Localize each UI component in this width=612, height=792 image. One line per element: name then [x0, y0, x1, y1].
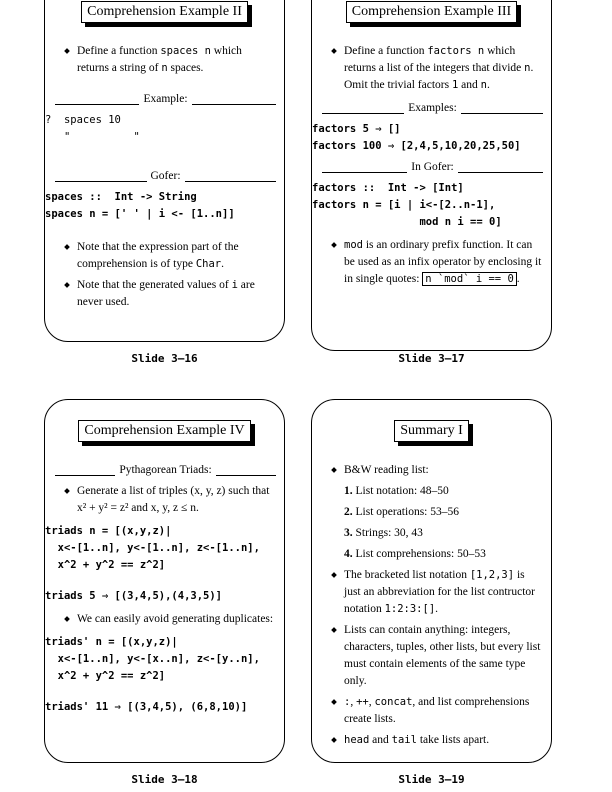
triads-result: triads 5 ⇒ [(3,4,5),(4,3,5)]	[45, 590, 223, 602]
bullet-item: Generate a list of triples (x, y, z) such that x² + y² = z² and x, y, z ≤ n.	[55, 483, 276, 517]
slide-content	[45, 39, 276, 315]
bullet-item: Lists can contain anything: integers, characters, tuples, other lists, but every list must contain elements of the same type only.	[322, 622, 543, 690]
slide-caption: Slide 3–16	[131, 352, 198, 365]
slide-title: Summary I	[394, 420, 469, 442]
section-heading-examples: Examples:	[322, 100, 543, 117]
gofer-code: spaces :: Int -> String spaces n = [' ' | i <- [1..n]]	[45, 191, 235, 220]
bullet-item: Define a function spaces n which returns a string of n spaces.	[55, 43, 276, 77]
examples-code: factors 5 ⇒ [] factors 100 ⇒ [2,4,5,10,20,25,50]	[312, 123, 521, 152]
triads-prime-code: triads' n = [(x,y,z)| x<-[1..n], y<-[x..n], z<-[y..n], x^2 + y^2 == z^2]	[45, 636, 260, 682]
slide-caption: Slide 3–19	[398, 773, 465, 786]
gofer-code: factors :: Int -> [Int] factors n = [i | i<-[2..n-1], mod n i == 0]	[312, 182, 502, 228]
bullet-item: Note that the expression part of the comprehension is of type Char.	[55, 239, 276, 273]
bullet-item: We can easily avoid generating duplicates:	[55, 611, 276, 628]
example-code: ? spaces 10 " "	[45, 114, 140, 143]
slide-title: Comprehension Example III	[346, 1, 517, 23]
slide-title: Comprehension Example IV	[78, 420, 250, 442]
slide-content	[45, 454, 276, 716]
bullet-item: mod is an ordinary prefix function. It can be used as an infix operator by enclosing it in single quotes: n `mod` i == 0 .	[322, 237, 543, 288]
reading-list-item: 1. List notation: 48–50	[344, 485, 449, 497]
slide-content	[312, 39, 543, 292]
triads-code: triads n = [(x,y,z)| x<-[1..n], y<-[1..n], z<-[1..n], x^2 + y^2 == z^2]	[45, 525, 260, 571]
section-heading-triads: Pythagorean Triads:	[55, 462, 276, 479]
bullet-item: head and tail take lists apart.	[322, 732, 543, 749]
triads-prime-result: triads' 11 ⇒ [(3,4,5), (6,8,10)]	[45, 701, 248, 713]
reading-list-item: 4. List comprehensions: 50–53	[344, 548, 486, 560]
bullet-item: The bracketed list notation [1,2,3] is just an abbreviation for the list contructor notation 1:2:3:[].	[322, 567, 543, 618]
section-heading-gofer: In Gofer:	[322, 159, 543, 176]
slide-content	[322, 458, 543, 753]
boxed-code: n `mod` i == 0	[422, 272, 517, 286]
bullet-item: :, ++, concat, and list comprehensions create lists.	[322, 694, 543, 728]
section-heading-example: Example:	[55, 91, 276, 108]
slide-3-17	[311, 0, 552, 351]
slide-3-16	[44, 0, 285, 342]
bullet-item: Note that the generated values of i are never used.	[55, 277, 276, 311]
section-heading-gofer: Gofer:	[55, 168, 276, 185]
slide-caption: Slide 3–18	[131, 773, 198, 786]
slide-title: Comprehension Example II	[81, 1, 248, 23]
reading-list-item: 2. List operations: 53–56	[344, 506, 459, 518]
bullet-item: B&W reading list:	[322, 462, 543, 479]
slide-caption: Slide 3–17	[398, 352, 465, 365]
reading-list-item: 3. Strings: 30, 43	[344, 527, 423, 539]
bullet-item: Define a function factors n which returns a list of the integers that divide n. Omit the trivial factors 1 and n.	[322, 43, 543, 94]
slide-3-18	[44, 399, 285, 763]
slide-3-19	[311, 399, 552, 763]
